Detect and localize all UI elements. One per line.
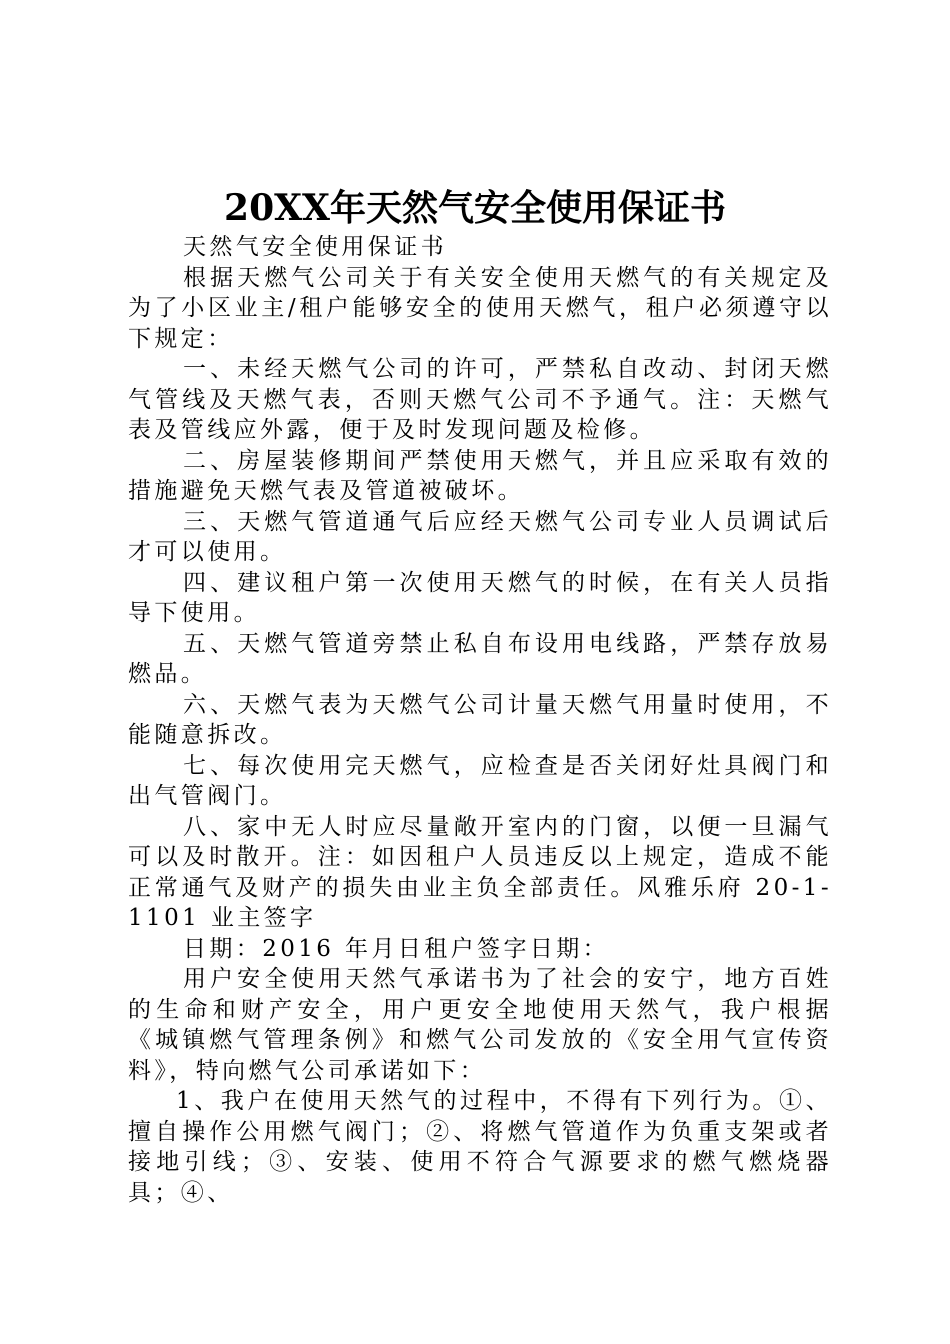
paragraph-rule-4: 四、建议租户第一次使用天燃气的时候，在有关人员指导下使用。: [128, 569, 832, 626]
document-body: [128, 232, 832, 1208]
paragraph-rule-1: 一、未经天燃气公司的许可，严禁私自改动、封闭天燃气管线及天燃气表，否则天燃气公司不予通气。注：天燃气表及管线应外露，便于及时发现问题及检修。: [128, 356, 832, 443]
paragraph-rule-2: 二、房屋装修期间严禁使用天燃气，并且应采取有效的措施避免天燃气表及管道被破坏。: [128, 447, 832, 504]
paragraph-commitment-1: 1、我户在使用天然气的过程中，不得有下列行为。①、擅自操作公用燃气阀门；②、将燃气管道作为负重支架或者接地引线；③、安装、使用不符合气源要求的燃气燃烧器具；④、: [128, 1088, 832, 1206]
paragraph-date-line: 日期：2016 年月日租户签字日期：: [183, 935, 610, 962]
paragraph-rule-8: 八、家中无人时应尽量敞开室内的门窗，以便一旦漏气可以及时散开。注：如因租户人员违反以上规定，造成不能正常通气及财产的损失由业主负全部责任。风雅乐府 20-1-1101 业主签字: [128, 813, 832, 931]
paragraph-rule-3: 三、天燃气管道通气后应经天燃气公司专业人员调试后才可以使用。: [128, 508, 832, 565]
paragraph-rule-7: 七、每次使用完天燃气，应检查是否关闭好灶具阀门和出气管阀门。: [128, 752, 832, 809]
paragraph-subtitle: 天然气安全使用保证书: [183, 234, 447, 260]
document-title: 20XX年天然气安全使用保证书: [224, 187, 726, 229]
paragraph-rule-6: 六、天燃气表为天燃气公司计量天燃气用量时使用，不能随意拆改。: [128, 691, 832, 748]
paragraph-rule-5: 五、天燃气管道旁禁止私自布设用电线路，严禁存放易燃品。: [128, 630, 832, 687]
paragraph-intro: 根据天燃气公司关于有关安全使用天燃气的有关规定及为了小区业主/租户能够安全的使用天燃气，租户必须遵守以下规定：: [128, 264, 832, 352]
paragraph-commitment-intro: 用户安全使用天然气承诺书为了社会的安宁，地方百姓的生命和财产安全，用户更安全地使用天然气，我户根据《城镇燃气管理条例》和燃气公司发放的《安全用气宣传资料》，特向燃气公司承诺如下：: [128, 966, 832, 1084]
